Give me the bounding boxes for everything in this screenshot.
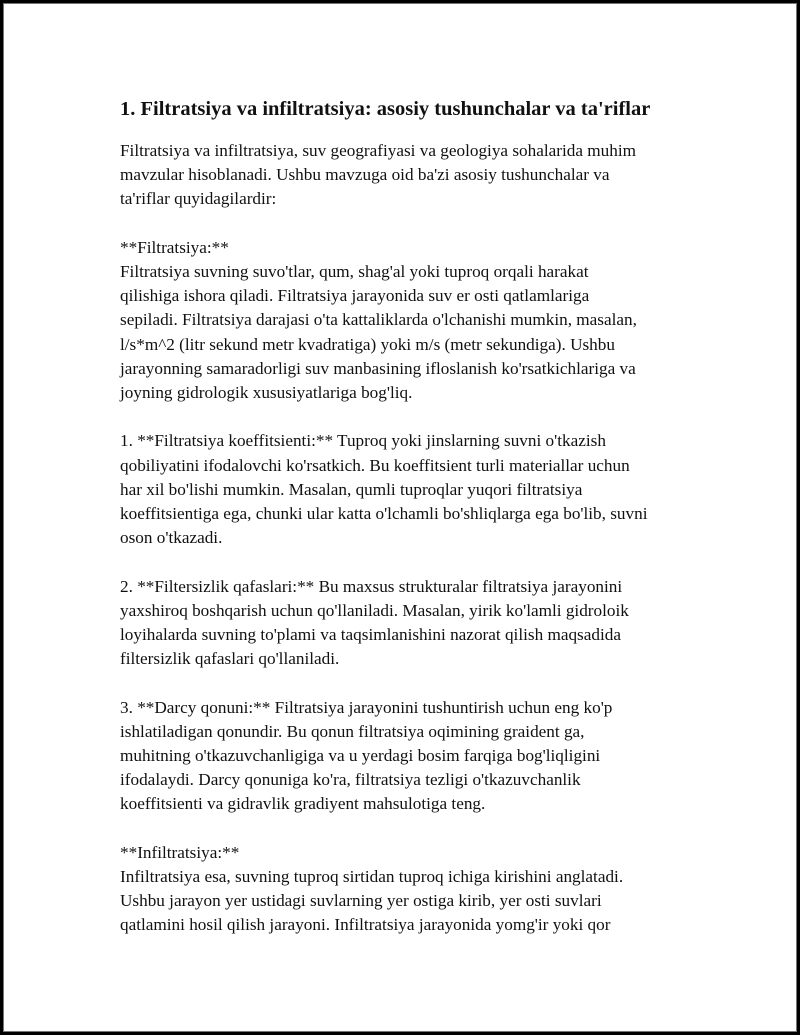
infiltration-section-paragraph: **Infiltratsiya:** Infiltratsiya esa, suvning tuproq sirtidan tuproq ichiga kirishini anglatadi. Ushbu jarayon yer ustidagi suvlarning yer ostiga kirib, yer osti suvlari qatlamini hosil qilish jarayoni. Infiltratsiya jarayonida yomg'ir yoki qor [120,842,624,935]
document-body [120,95,695,938]
intro-paragraph: Filtratsiya va infiltratsiya, suv geografiyasi va geologiya sohalarida muhim mavzular hisoblanadi. Ushbu mavzuga oid ba'zi asosiy tushunchalar va ta'riflar quyidagilardir: [120,141,636,209]
filtration-coefficient-paragraph: 1. **Filtratsiya koeffitsienti:** Tuproq yoki jinslarning suvni o'tkazish qobiliyatini ifodalovchi ko'rsatkich. Bu koeffitsient turli materiallar uchun har xil bo'lishi mumkin. Masalan, qumli tuproqlar yuqori filtratsiya koeffitsientiga ega, chunki ular katta o'lchamli bo'shliqlarga ega bo'lib, suvni oson o'tkazadi. [120,431,648,548]
filtration-section-paragraph: **Filtratsiya:** Filtratsiya suvning suvo'tlar, qum, shag'al yoki tuproq orqali harakat qilishiga ishora qiladi. Filtratsiya jarayonida suv er osti qatlamlariga sepiladi. Filtratsiya darajasi o'ta kattaliklarda o'lchanishi mumkin, masalan, l/s*m^2 (litr sekund metr kvadratiga) yoki m/s (metr sekundiga). Ushbu jarayonning samaradorligi suv manbasining ifloslanish ko'rsatkichlariga va joyning gidrologik xususiyatlariga bog'liq. [120,237,637,403]
document-heading: 1. Filtratsiya va infiltratsiya: asosiy tushunchalar va ta'riflar [120,98,651,120]
darcy-law-paragraph: 3. **Darcy qonuni:** Filtratsiya jarayonini tushuntirish uchun eng ko'p ishlatiladigan qonundir. Bu qonun filtratsiya oqimining graident ga, muhitning o'tkazuvchanligiga va u yerdagi bosim farqiga bog'liqligini ifodalaydi. Darcy qonuniga ko'ra, filtratsiya tezligi o'tkazuvchanlik koeffitsienti va gidravlik gradiyent mahsulotiga teng. [120,697,613,814]
filter-cages-paragraph: 2. **Filtersizlik qafaslari:** Bu maxsus strukturalar filtratsiya jarayonini yaxshiroq boshqarish uchun qo'llaniladi. Masalan, yirik ko'lamli gidroloik loyihalarda suvning to'plami va taqsimlanishini nazorat qilish maqsadida filtersizlik qafaslari qo'llaniladi. [120,576,629,669]
